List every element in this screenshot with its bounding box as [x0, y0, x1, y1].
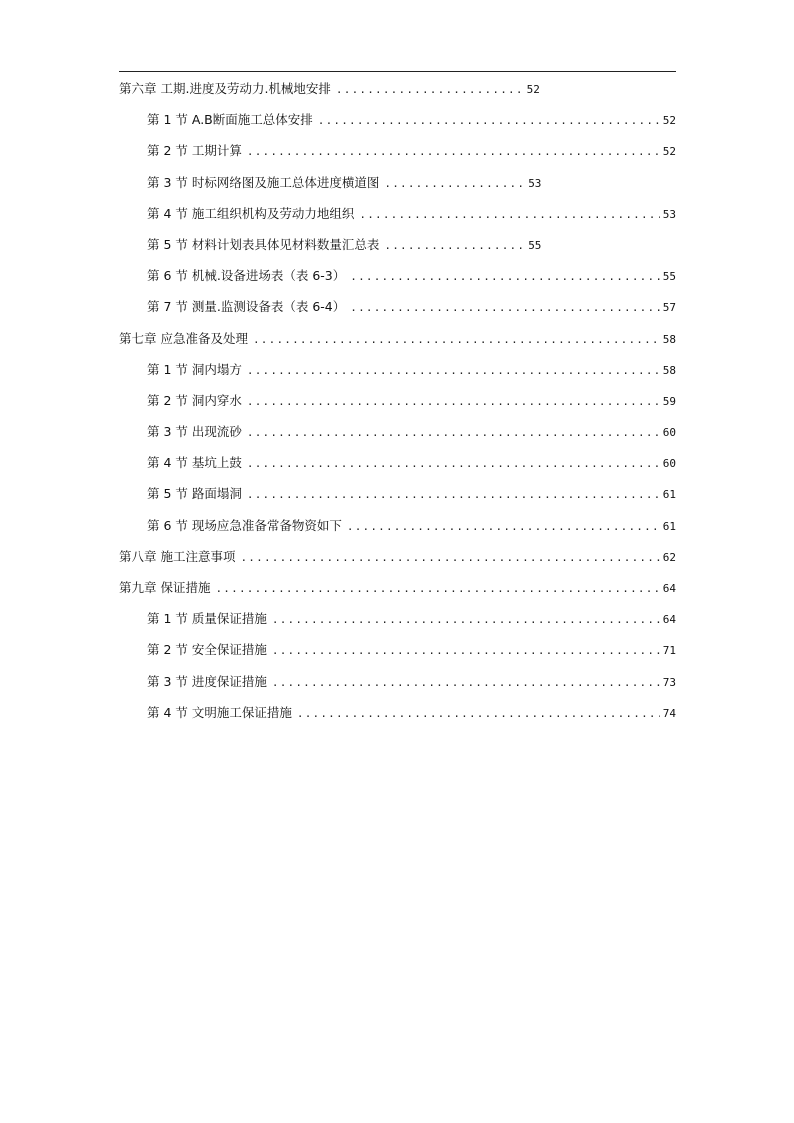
- table-of-contents: [0, 76, 794, 731]
- toc-entry-section[interactable]: [0, 201, 794, 232]
- toc-page-number: 62: [662, 550, 676, 564]
- toc-leader-dots: ........................: [335, 83, 524, 96]
- toc-entry-section[interactable]: [0, 669, 794, 700]
- toc-page-number: 73: [662, 675, 676, 689]
- toc-entry-title: 第 6 节 现场应急准备常备物资如下: [147, 517, 342, 533]
- toc-entry-title: 第 5 节 路面塌洞: [147, 486, 242, 502]
- toc-entry-section[interactable]: [0, 450, 794, 481]
- header-rule: [119, 71, 676, 72]
- toc-entry-section[interactable]: [0, 419, 794, 450]
- toc-entry-section[interactable]: [0, 138, 794, 169]
- toc-entry-title: 第六章 工期.进度及劳动力.机械地安排: [119, 81, 331, 96]
- toc-entry-title: 第七章 应急准备及处理: [119, 330, 248, 346]
- toc-entry-title: 第八章 施工注意事项: [119, 548, 236, 564]
- toc-entry-section[interactable]: [0, 637, 794, 668]
- toc-page-number: 64: [662, 582, 676, 595]
- toc-entry-chapter-8[interactable]: [0, 544, 794, 575]
- toc-page-number: 74: [662, 706, 676, 720]
- toc-entry-title: 第 4 节 施工组织机构及劳动力地组织: [147, 205, 355, 221]
- toc-leader-dots: [350, 264, 660, 290]
- toc-entry-section[interactable]: [0, 107, 794, 138]
- toc-entry-title: 第 3 节 进度保证措施: [147, 673, 267, 689]
- toc-page-number: 52: [662, 145, 676, 159]
- toc-leader-dots: [272, 670, 660, 696]
- toc-entry-title: 第 5 节 材料计划表具体见材料数量汇总表: [147, 236, 380, 252]
- toc-page-number: 58: [662, 363, 676, 377]
- toc-entry-title: 第 1 节 A.B断面施工总体安排: [147, 112, 313, 128]
- toc-leader-dots: [297, 701, 660, 727]
- toc-entry-chapter-9[interactable]: [0, 575, 794, 606]
- toc-entry-section[interactable]: [0, 232, 794, 263]
- toc-entry-title: 第 3 节 时标网络图及施工总体进度横道图: [147, 174, 380, 190]
- toc-entry-section[interactable]: [0, 606, 794, 637]
- toc-page-number: 71: [662, 644, 676, 658]
- toc-entry-chapter-7[interactable]: [0, 326, 794, 357]
- toc-page-number: 61: [662, 488, 676, 502]
- toc-leader-dots: [350, 295, 660, 321]
- toc-leader-dots: [272, 638, 660, 664]
- toc-page-number: 61: [662, 519, 676, 533]
- toc-entry-section[interactable]: [0, 481, 794, 512]
- toc-entry-title: 第 4 节 基坑上鼓: [147, 455, 242, 471]
- toc-leader-dots: ..................: [384, 176, 526, 190]
- toc-leader-dots: [247, 139, 660, 165]
- toc-entry-section[interactable]: [0, 513, 794, 544]
- toc-page-number: 55: [662, 270, 676, 284]
- toc-page-number: 52: [662, 114, 676, 128]
- toc-leader-dots: [247, 451, 660, 477]
- toc-page-number: 53: [662, 207, 676, 221]
- toc-leader-dots: [272, 607, 660, 633]
- toc-page-number: 52: [526, 83, 540, 96]
- toc-page-number: 64: [662, 613, 676, 627]
- toc-leader-dots: [359, 202, 659, 228]
- toc-entry-section[interactable]: [0, 700, 794, 731]
- toc-entry-title: 第 2 节 安全保证措施: [147, 642, 267, 658]
- toc-leader-dots: [347, 514, 660, 540]
- toc-entry-title: 第 6 节 机械.设备进场表（表 6-3）: [147, 268, 346, 284]
- toc-entry-section[interactable]: [0, 388, 794, 419]
- toc-entry-section[interactable]: [0, 263, 794, 294]
- toc-leader-dots: [247, 389, 660, 415]
- toc-entry-title: 第 7 节 测量.监测设备表（表 6-4）: [147, 299, 346, 315]
- toc-leader-dots: [247, 420, 660, 446]
- toc-entry-title: 第 1 节 质量保证措施: [147, 611, 267, 627]
- toc-entry-section[interactable]: [0, 170, 794, 201]
- toc-page-number: 60: [662, 426, 676, 440]
- toc-leader-dots: ..................: [384, 238, 526, 252]
- toc-entry-title: 第 2 节 洞内穿水: [147, 392, 242, 408]
- toc-leader-dots: [318, 108, 660, 134]
- toc-page-number: 60: [662, 457, 676, 471]
- toc-entry-title: 第 4 节 文明施工保证措施: [147, 704, 292, 720]
- toc-entry-title: 第 3 节 出现流砂: [147, 424, 242, 440]
- toc-entry-chapter-6[interactable]: [0, 76, 794, 107]
- toc-leader-dots: [253, 327, 660, 353]
- toc-page-number: 58: [662, 332, 676, 346]
- toc-page-number: 55: [528, 238, 542, 252]
- toc-leader-dots: [247, 358, 660, 384]
- toc-entry-section[interactable]: [0, 294, 794, 325]
- toc-leader-dots: [215, 576, 659, 602]
- toc-entry-title: 第 1 节 洞内塌方: [147, 361, 242, 377]
- toc-page-number: 59: [662, 394, 676, 408]
- toc-page-number: 53: [528, 176, 542, 190]
- toc-entry-section[interactable]: [0, 357, 794, 388]
- toc-entry-title: 第九章 保证措施: [119, 580, 211, 595]
- toc-leader-dots: [247, 482, 660, 508]
- toc-page-number: 57: [662, 301, 676, 315]
- toc-entry-title: 第 2 节 工期计算: [147, 143, 242, 159]
- toc-leader-dots: [240, 545, 659, 571]
